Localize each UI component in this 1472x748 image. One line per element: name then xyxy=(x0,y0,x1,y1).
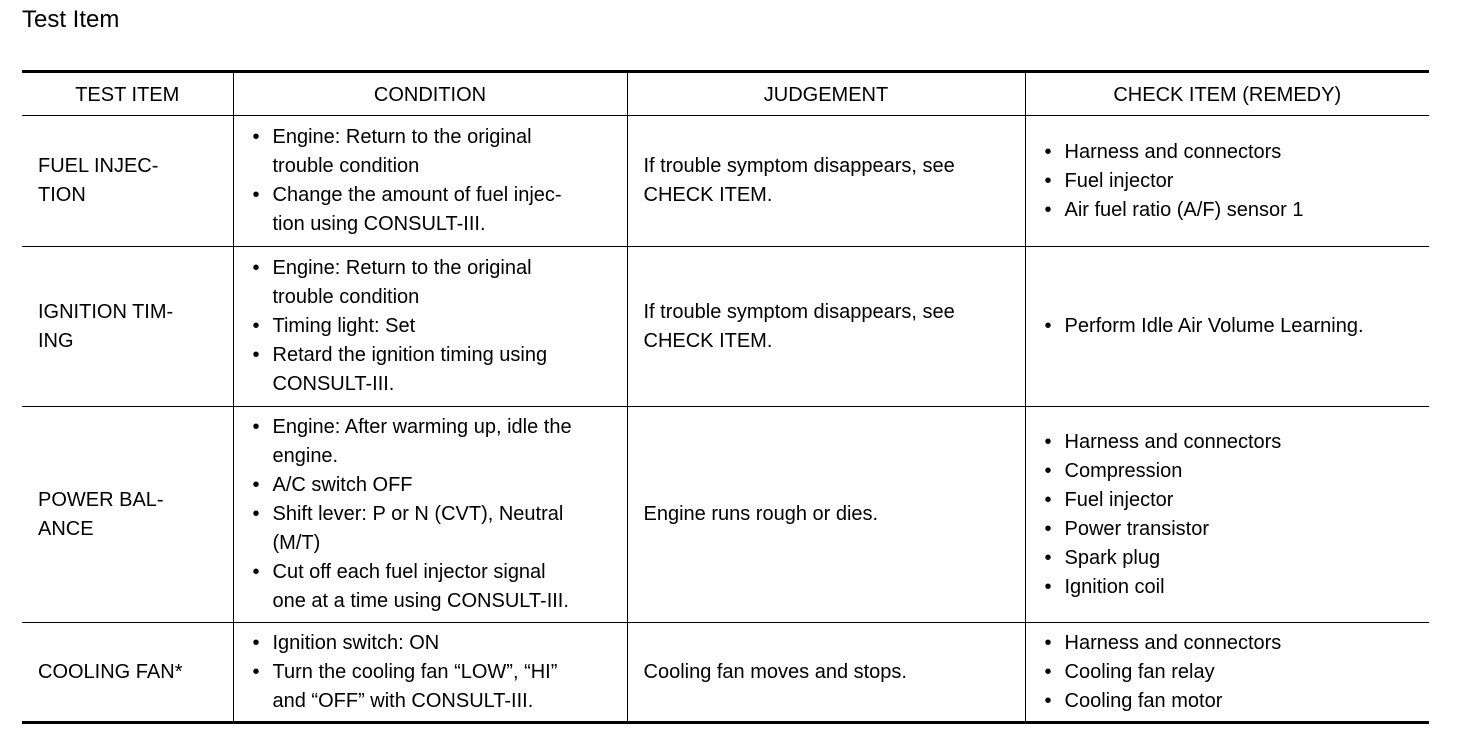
page-title: Test Item xyxy=(22,6,120,33)
condition-line: and “OFF” with CONSULT-III. xyxy=(272,689,534,712)
header-judgement: JUDGEMENT xyxy=(627,72,1025,116)
check-item: • Cooling fan motor xyxy=(1042,687,1424,716)
judgement-line: Engine runs rough or dies. xyxy=(643,503,879,525)
test-item-line: TION xyxy=(38,184,86,206)
condition-line: engine. xyxy=(272,445,339,467)
test-item-line: FUEL INJEC- xyxy=(38,155,159,177)
test-item-cell xyxy=(22,623,233,723)
judgement-line: If trouble symptom disappears, see xyxy=(643,155,955,177)
condition-line: • Engine: Return to the original xyxy=(272,257,532,279)
condition-item xyxy=(250,413,621,471)
judgement-cell xyxy=(627,116,1025,247)
check-item-cell xyxy=(1025,116,1429,247)
check-item-cell xyxy=(1025,407,1429,623)
check-item: • Compression xyxy=(1042,457,1424,486)
condition-line: tion using CONSULT-III. xyxy=(272,213,486,235)
condition-line: trouble condition xyxy=(272,155,420,177)
condition-cell xyxy=(233,623,627,723)
table-row xyxy=(22,623,1429,723)
check-item: • Fuel injector xyxy=(1042,486,1424,515)
condition-line: • Turn the cooling fan “LOW”, “HI” xyxy=(272,660,558,683)
check-item: • Harness and connectors xyxy=(1042,428,1424,457)
check-item-cell xyxy=(1025,247,1429,407)
judgement-line: Cooling fan moves and stops. xyxy=(643,660,907,683)
check-item: • Harness and connectors xyxy=(1042,629,1424,658)
condition-item xyxy=(250,558,621,616)
check-item-list xyxy=(1042,629,1424,716)
judgement-line: CHECK ITEM. xyxy=(643,329,773,352)
condition-list xyxy=(250,629,621,716)
condition-line: • Cut off each fuel injector signal xyxy=(272,561,546,583)
condition-list xyxy=(250,254,621,399)
condition-item xyxy=(250,629,621,658)
test-item-table xyxy=(22,70,1429,724)
check-item: • Fuel injector xyxy=(1042,167,1424,196)
check-item-list xyxy=(1042,428,1424,602)
table-header-row xyxy=(22,72,1429,116)
check-item: • Harness and connectors xyxy=(1042,138,1424,167)
test-item-line: IGNITION TIM- xyxy=(38,300,174,323)
condition-item xyxy=(250,658,621,716)
condition-line: trouble condition xyxy=(272,286,420,308)
condition-item xyxy=(250,341,621,399)
condition-item xyxy=(250,471,621,500)
check-item: • Air fuel ratio (A/F) sensor 1 xyxy=(1042,196,1424,225)
condition-line: • Shift lever: P or N (CVT), Neutral xyxy=(272,503,564,525)
test-item-cell xyxy=(22,407,233,623)
condition-item xyxy=(250,181,621,239)
condition-list xyxy=(250,123,621,239)
check-item-list xyxy=(1042,138,1424,225)
header-condition: CONDITION xyxy=(233,72,627,116)
check-item: • Perform Idle Air Volume Learning. xyxy=(1042,312,1424,341)
check-item: • Cooling fan relay xyxy=(1042,658,1424,687)
condition-cell xyxy=(233,116,627,247)
test-item-line: POWER BAL- xyxy=(38,488,164,511)
condition-line: • Engine: After warming up, idle the xyxy=(272,416,572,438)
condition-line: one at a time using CONSULT-III. xyxy=(272,590,569,612)
header-test-item: TEST ITEM xyxy=(22,72,233,116)
condition-line: CONSULT-III. xyxy=(272,373,395,395)
table-row xyxy=(22,407,1429,623)
condition-line: (M/T) xyxy=(272,532,321,554)
judgement-line: CHECK ITEM. xyxy=(643,184,773,206)
table-row xyxy=(22,247,1429,407)
check-item: • Ignition coil xyxy=(1042,573,1424,602)
check-item: • Spark plug xyxy=(1042,544,1424,573)
condition-cell xyxy=(233,247,627,407)
condition-item xyxy=(250,254,621,312)
header-check-item: CHECK ITEM (REMEDY) xyxy=(1025,72,1429,116)
condition-item xyxy=(250,123,621,181)
condition-line: • Timing light: Set xyxy=(272,315,416,337)
condition-line: • Retard the ignition timing using xyxy=(272,344,548,366)
condition-line: • Ignition switch: ON xyxy=(272,631,440,654)
condition-cell xyxy=(233,407,627,623)
condition-list xyxy=(250,413,621,616)
check-item-list xyxy=(1042,312,1424,341)
test-item-line: ING xyxy=(38,329,74,352)
condition-line: • Change the amount of fuel injec- xyxy=(272,184,562,206)
judgement-cell xyxy=(627,247,1025,407)
test-item-cell xyxy=(22,116,233,247)
judgement-cell xyxy=(627,407,1025,623)
test-item-cell xyxy=(22,247,233,407)
test-item-line: ANCE xyxy=(38,517,94,540)
condition-item xyxy=(250,312,621,341)
condition-line: • Engine: Return to the original xyxy=(272,126,532,148)
test-item-line: COOLING FAN* xyxy=(38,660,183,683)
check-item: • Power transistor xyxy=(1042,515,1424,544)
table-row xyxy=(22,116,1429,247)
condition-line: • A/C switch OFF xyxy=(272,474,413,496)
judgement-line: If trouble symptom disappears, see xyxy=(643,300,955,323)
condition-item xyxy=(250,500,621,558)
judgement-cell xyxy=(627,623,1025,723)
check-item-cell xyxy=(1025,623,1429,723)
